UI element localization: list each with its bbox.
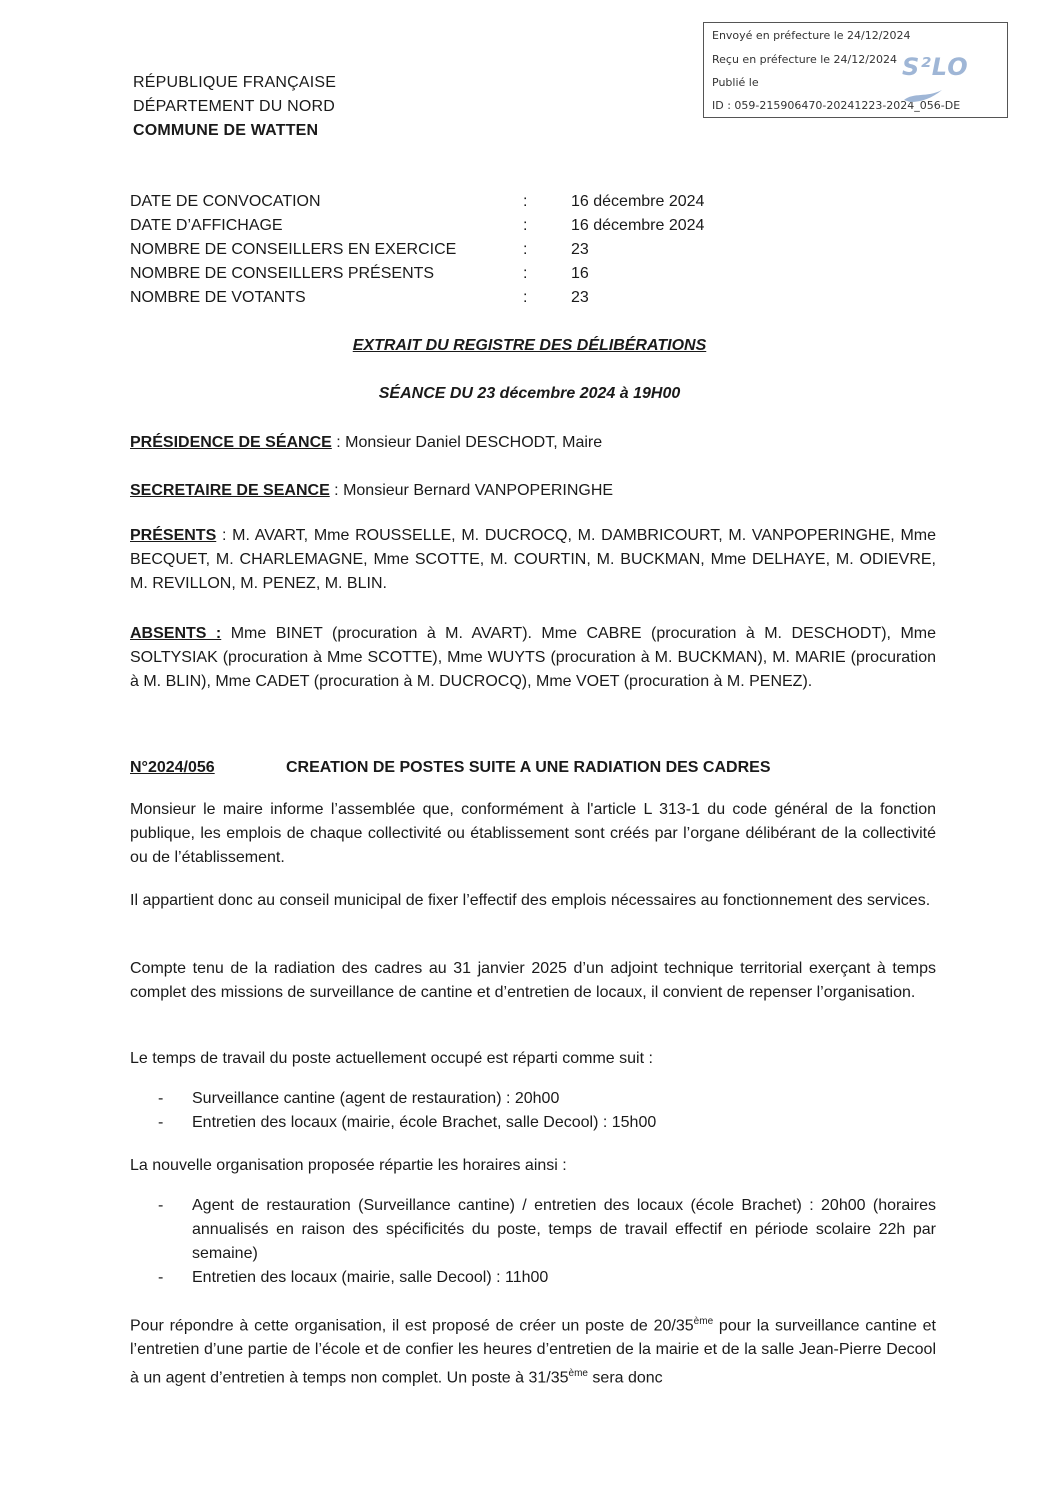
info-sep: : [523, 217, 528, 234]
p6-sup-2: ème [568, 1368, 588, 1380]
secretaire-label: SECRETAIRE DE SEANCE [130, 482, 330, 499]
body-paragraph-3: Compte tenu de la radiation des cadres au 31 janvier 2025 d’un adjoint technique territorial exerçant à temps complet des missions de surveillance de cantine et d’entretien de locaux, il convient de repenser l’organisation. [130, 960, 936, 1001]
info-value: 16 [571, 265, 589, 282]
p6-part-a: Pour répondre à cette organisation, il est proposé de créer un poste de 20/35 [130, 1317, 694, 1335]
s2lo-logo-icon [902, 53, 1007, 109]
info-value: 16 décembre 2024 [571, 193, 705, 210]
stamp-received: Reçu en préfecture le 24/12/2024 [712, 53, 897, 66]
p6-part-c: sera donc [587, 1369, 663, 1387]
secretaire-text: : Monsieur Bernard VANPOPERINGHE [329, 482, 614, 499]
list-item-text: Entretien des locaux (mairie, école Brachet, salle Decool) : 15h00 [192, 1114, 657, 1131]
info-label: DATE DE CONVOCATION [130, 193, 321, 210]
absents-paragraph [130, 622, 936, 694]
list-item-text: Surveillance cantine (agent de restauration) : 20h00 [192, 1090, 560, 1107]
presents-label: PRÉSENTS [130, 527, 217, 544]
info-sep: : [523, 193, 528, 210]
absents-text: Mme BINET (procuration à M. AVART). Mme CABRE (procuration à M. DESCHODT), Mme SOLTYSIAK (procuration à Mme SCOTTE), Mme WUYTS (procuration à M. BUCKMAN), M. MARIE (procuration à M. BLIN), Mme CADET (procuration à M. DUCROCQ), Mme VOET (procuration à M. PENEZ). [130, 625, 937, 690]
list-dash: - [158, 1269, 164, 1286]
presidence-line [130, 431, 936, 455]
list-dash: - [158, 1197, 164, 1214]
current-hours-list [130, 1087, 936, 1135]
body-paragraph-1: Monsieur le maire informe l’assemblée que, conformément à l'article L 313-1 du code général de la fonction publique, les emplois de chaque collectivité ou établissement sont créés par l’organe délibérant de la collectivité ou de l’établissement. [130, 801, 936, 866]
info-sep: : [523, 265, 528, 282]
list-item-text: Entretien des locaux (mairie, salle Decool) : 11h00 [192, 1269, 549, 1286]
list-item [130, 1111, 936, 1135]
body-paragraph-5: La nouvelle organisation proposée répartie les horaires ainsi : [130, 1157, 567, 1174]
list-dash: - [158, 1114, 164, 1131]
list-item-text: Agent de restauration (Surveillance cantine) / entretien des locaux (école Brachet) : 20h00 (horaires annualisés en raison des spécificités du poste, temps de travail effectif en période scolaire 22h par semaine) [192, 1197, 936, 1262]
motion-title: CREATION DE POSTES SUITE A UNE RADIATION DES CADRES [286, 759, 771, 776]
header-department: DÉPARTEMENT DU NORD [133, 98, 336, 115]
p6-sup-1: ème [693, 1316, 714, 1327]
session-title: SÉANCE DU 23 décembre 2024 à 19H00 [378, 385, 681, 402]
list-dash: - [158, 1090, 164, 1107]
new-hours-list [130, 1194, 936, 1290]
body-paragraph-2: Il appartient donc au conseil municipal de fixer l’effectif des emplois nécessaires au fonctionnement des services. [130, 892, 931, 909]
motion-heading [130, 759, 771, 777]
stamp-published: Publié le [712, 76, 759, 89]
motion-number: N°2024/056 [130, 759, 215, 776]
list-item [130, 1194, 936, 1266]
absents-label: ABSENTS : [130, 625, 222, 642]
info-value: 23 [571, 241, 589, 258]
list-item [130, 1087, 936, 1111]
header-commune: COMMUNE DE WATTEN [133, 122, 319, 139]
p6-part-b: pour la surveillance cantine et l’entretien d’une partie de l’école et de confier les heures d’entretien de la mairie et de la salle Jean-Pierre Decool à un agent d’entretien à temps non complet. Un poste à 31/35 [130, 1317, 936, 1387]
s2lo-logo-text: S²LO [902, 53, 969, 81]
body-paragraph-6 [130, 1310, 936, 1391]
info-label: DATE D’AFFICHAGE [130, 217, 283, 234]
info-value: 16 décembre 2024 [571, 217, 705, 234]
info-sep: : [523, 289, 528, 306]
presents-paragraph [130, 524, 936, 596]
info-label: NOMBRE DE CONSEILLERS EN EXERCICE [130, 241, 457, 258]
stamp-sent: Envoyé en préfecture le 24/12/2024 [712, 29, 911, 42]
info-label: NOMBRE DE CONSEILLERS PRÉSENTS [130, 265, 435, 282]
header-republic: RÉPUBLIQUE FRANÇAISE [133, 74, 337, 91]
presidence-text: : Monsieur Daniel DESCHODT, Maire [331, 434, 603, 451]
list-item [130, 1266, 936, 1290]
info-value: 23 [571, 289, 589, 306]
bird-icon [902, 88, 944, 104]
prefecture-stamp [703, 22, 1008, 118]
presents-text: : M. AVART, Mme ROUSSELLE, M. DUCROCQ, M. DAMBRICOURT, M. VANPOPERINGHE, Mme BECQUET, M. CHARLEMAGNE, Mme SCOTTE, M. COURTIN, M. BUCKMAN, Mme DELHAYE, M. ODIEVRE, M. REVILLON, M. PENEZ, M. BLIN. [130, 527, 936, 592]
info-sep: : [523, 241, 528, 258]
secretaire-line [130, 479, 936, 503]
presidence-label: PRÉSIDENCE DE SÉANCE [130, 434, 332, 451]
extract-title: EXTRAIT DU REGISTRE DES DÉLIBÉRATIONS [352, 337, 707, 354]
stamp-id: ID : 059-215906470-20241223-2024_056-DE [712, 99, 961, 112]
info-label: NOMBRE DE VOTANTS [130, 289, 306, 306]
body-paragraph-4: Le temps de travail du poste actuellement occupé est réparti comme suit : [130, 1050, 653, 1067]
